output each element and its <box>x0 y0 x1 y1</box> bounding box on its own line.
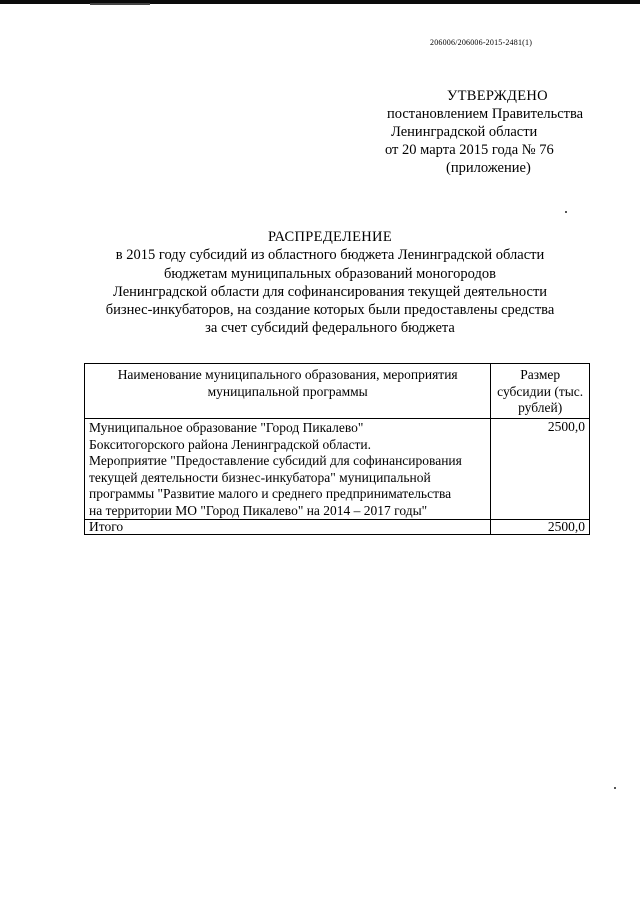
header-name-column: Наименование муниципального образования, мероприятия муниципальной программы <box>85 364 491 419</box>
row-description <box>85 419 491 520</box>
subsidy-table <box>84 363 590 535</box>
approval-line: постановлением Правительства <box>387 106 584 122</box>
total-amount: 2500,0 <box>491 520 590 535</box>
table-header-row <box>85 364 590 419</box>
row-description-line: Бокситогорского района Ленинградской области. <box>89 436 371 452</box>
row-description-line: текущей деятельности бизнес-инкубатора" муниципальной <box>89 469 431 485</box>
row-description-line: Муниципальное образование "Город Пикалево" <box>89 420 364 435</box>
heading-line: за счет субсидий федерального бюджета <box>205 320 455 337</box>
table-row <box>85 419 590 520</box>
approval-line: Ленинградской области <box>391 124 538 140</box>
heading-line: бюджетам муниципальных образований моногородов <box>164 265 496 282</box>
row-description-line: на территории МО "Город Пикалево" на 2014 – 2017 годы" <box>89 502 428 518</box>
approval-stamp <box>385 87 600 177</box>
scan-top-edge <box>0 0 640 4</box>
row-amount: 2500,0 <box>491 419 590 520</box>
document-id: 206006/206006-2015-2481(1) <box>430 38 533 47</box>
row-description-line: Мероприятие "Предоставление субсидий для софинансирования <box>89 453 462 468</box>
table-total-row <box>85 520 590 535</box>
heading-line: Ленинградской области для софинансирования текущей деятельности <box>112 283 548 300</box>
scan-speck <box>565 211 567 213</box>
header-amount-column: Размер субсидии (тыс. рублей) <box>491 364 590 419</box>
scan-speck <box>614 787 616 789</box>
document-heading <box>80 228 580 338</box>
row-description-line: программы "Развитие малого и среднего предпринимательства <box>89 486 452 501</box>
approval-line: (приложение) <box>446 160 531 176</box>
heading-line: бизнес-инкубаторов, на создание которых были предоставлены средства <box>105 302 555 319</box>
heading-title: РАСПРЕДЕЛЕНИЕ <box>268 229 392 245</box>
approval-title: УТВЕРЖДЕНО <box>447 88 548 104</box>
approval-line: от 20 марта 2015 года № 76 <box>385 142 554 158</box>
total-label: Итого <box>85 520 491 535</box>
heading-line: в 2015 году субсидий из областного бюджета Ленинградской области <box>115 247 545 264</box>
